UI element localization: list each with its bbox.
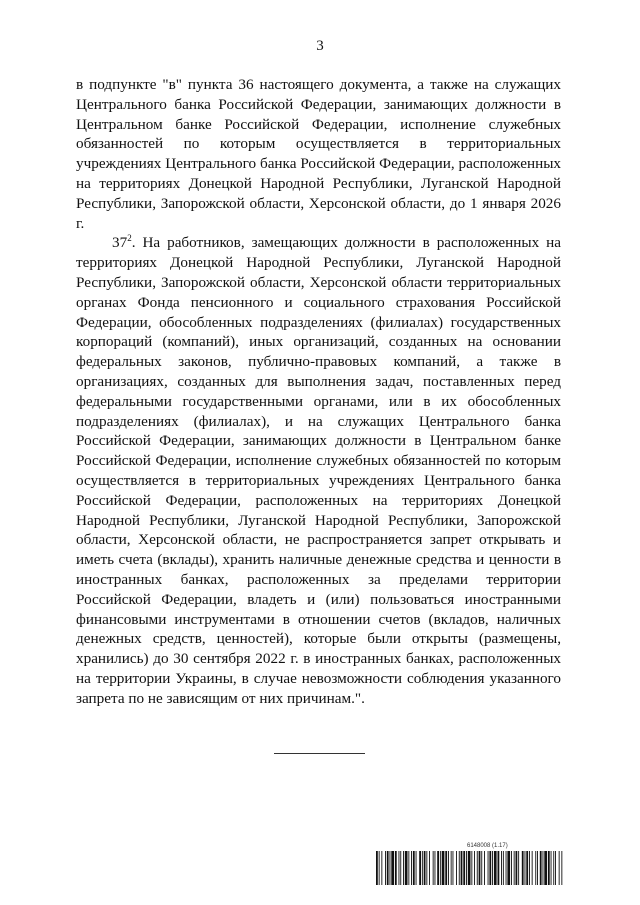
document-body: [76, 75, 561, 709]
item-number: 37: [112, 234, 128, 252]
paragraph-continuation: в подпункте "в" пункта 36 настоящего документа, а также на служащих Центрального банка Российской Федерации, занимающих должности в Центральном банке Российской Федерации, исполнение служебных обязанностей по которым осуществляется в территориальных учреждениях Центрального банка Российской Федерации, расположенных на территориях Донецкой Народной Республики, Луганской Народной Республики, Запорожской области, Херсонской области, до 1 января 2026 г.: [76, 76, 561, 232]
end-divider: [274, 753, 365, 754]
paragraph-item-37-2: [76, 233, 561, 708]
barcode: [376, 851, 563, 885]
document-code: 6148008 (1.17): [467, 843, 508, 849]
item-superscript: 2: [127, 233, 132, 244]
item-text: . На работников, замещающих должности в расположенных на территориях Донецкой Народной Республики, Луганской Народной Республики, Запорожской области, Херсонской области территориальных органах Фонда пенсионного и социального страхования Российской Федерации, обособленных подразделениях (филиалах) государственных корпораций (компаний), иных организаций, созданных на основании федеральных законов, публично-правовых компаний, а также в организациях, созданных для выполнения задач, поставленных перед федеральными государственными органами, или в их обособленных подразделениях (филиалах), и на служащих Центрального банка Российской Федерации, занимающих должности в Центральном банке Российской Федерации, исполнение служебных обязанностей по которым осуществляется в территориальных учреждениях Центрального банка Российской Федерации, расположенных на территориях Донецкой Народной Республики, Луганской Народной Республики, Запорожской области, Херсонской области, не распространяется запрет открывать и иметь счета (вклады), хранить наличные денежные средства и ценности в иностранных банках, расположенных за пределами территории Российской Федерации, владеть и (или) пользоваться иностранными финансовыми инструментами в отношении счетов (вкладов, наличных денежных средств, ценностей), которые были открыты (размещены, хранились) до 30 сентября 2022 г. в иностранных банках, расположенных на территории Украины, в случае невозможности соблюдения указанного запрета по не зависящим от них причинам.".: [76, 234, 561, 707]
page-number: 3: [316, 38, 324, 54]
